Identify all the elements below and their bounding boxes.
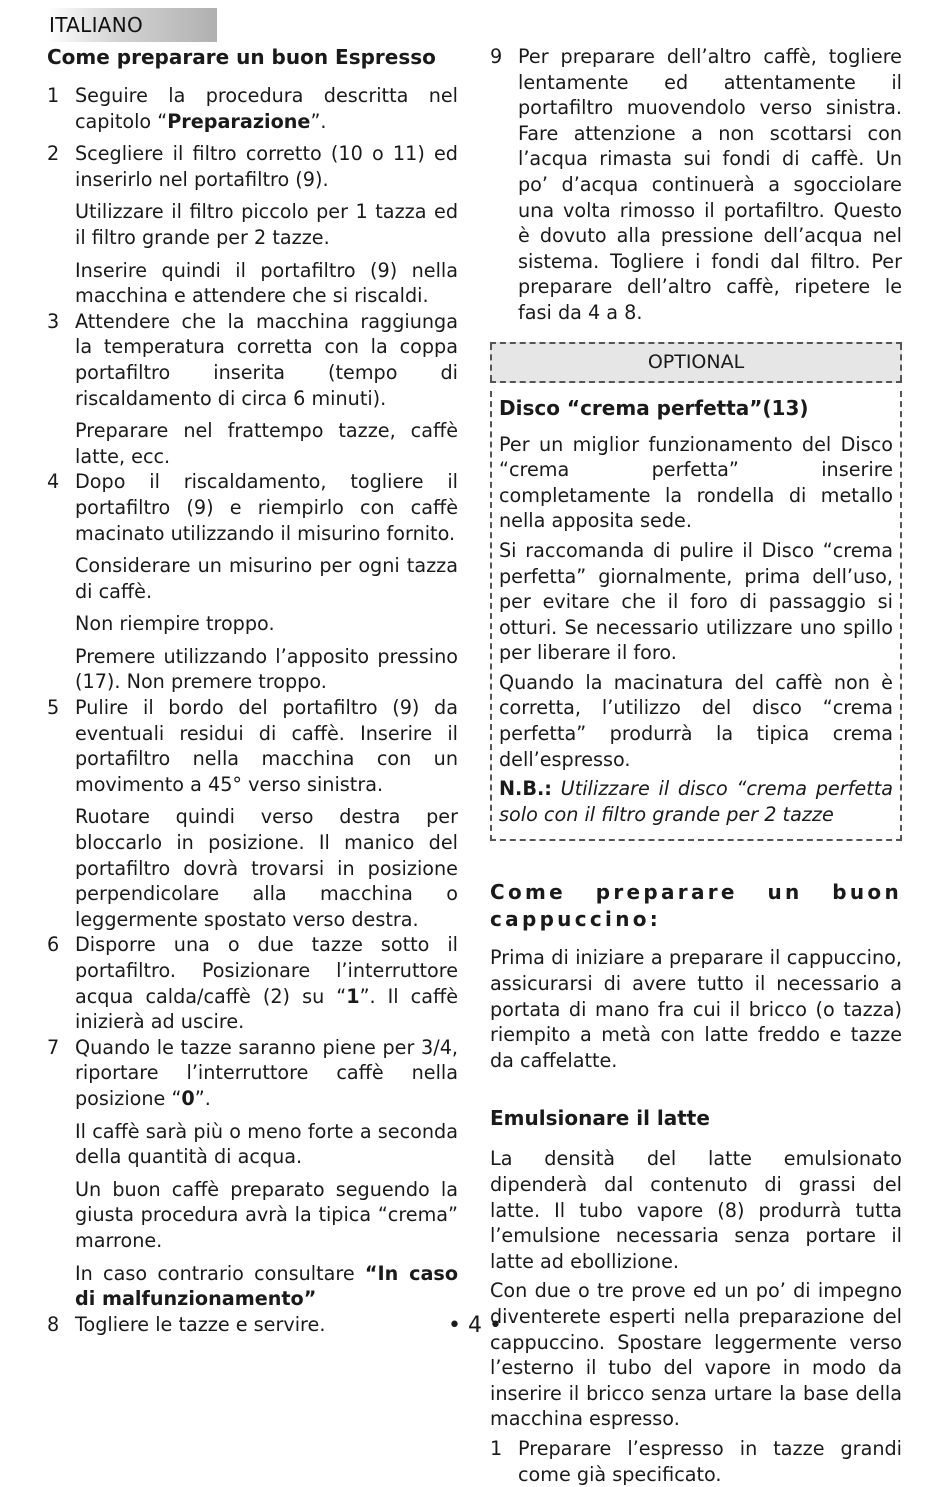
disco-heading: Disco “crema perfetta”(13) [499,395,809,420]
disco-crema-box [490,391,902,842]
step-5 [47,695,458,932]
step-number: 2 [47,142,60,166]
step-paragraph: Un buon caffè preparato seguendo la giusta procedura avrà la tipica “crema” marrone. [75,1177,458,1252]
step-number: 9 [490,45,503,68]
step-7 [47,1035,458,1312]
step-number: 1 [47,84,60,107]
step-paragraph: Pulire il bordo del portafiltro (9) da eventuali residui di caffè. Inserire il portafiltro nella macchina con un movimento a 45° verso sinistra. [75,696,458,796]
step-paragraph: In caso contrario consultare “In caso di malfunzionamento” [75,1261,459,1311]
step-paragraph: Considerare un misurino per ogni tazza di caffè. [75,554,458,603]
right-column [490,44,902,1487]
step-number: 4 [47,470,60,494]
step-paragraph: Per preparare dell’altro caffè, togliere lentamente ed attentamente il portafiltro muovendolo verso sinistra. Fare attenzione a non scottarsi con l’acqua rimasta sui fondi di caffè. Un po’ d’acqua continuerà a sgocciolare una volta rimosso il portafiltro. Questo è dovuto alla pressione dell’acqua nel sistema. Togliere i fondi dal filtro. Per preparare dell’altro caffè, ripetere le fasi da 4 a 8. [518,45,902,324]
disco-paragraph: Si raccomanda di pulire il Disco “crema perfetta” giornalmente, prima dell’uso, per evitare che il foro di passaggio si otturi. Se necessario utilizzare uno spillo per liberare il foro. [499,538,893,665]
cappuccino-heading: Come preparare un buon cappuccino: [490,880,902,932]
step-1 [47,83,458,134]
page-number: • 4 • [448,1313,502,1338]
step-paragraph: Inserire quindi il portafiltro (9) nella macchina e attendere che si riscaldi. [75,258,458,308]
step-paragraph: Ruotare quindi verso destra per bloccarlo in posizione. Il manico del portafiltro dovrà trovarsi in posizione perpendicolare alla macchina o leggermente spostato verso destra. [75,805,458,931]
espresso-steps [47,83,458,1337]
step-number: 3 [47,309,60,333]
optional-banner: OPTIONAL [490,342,902,383]
espresso-steps-continued [490,44,902,326]
language-tab: ITALIANO [47,8,217,42]
emulsion-paragraph: Con due o tre prove ed un po’ di impegno diventerete esperti nella preparazione del cappuccino. Spostare leggermente verso l’esterno il tubo del vapore in modo da inserire il bricco senza urtare la base della macchina espresso. [490,1279,902,1431]
step-paragraph: Dopo il riscaldamento, togliere il portafiltro (9) e riempirlo con caffè macinato utilizzando il misurino fornito. [75,470,458,545]
step-6 [47,932,458,1034]
step-paragraph: Preparare nel frattempo tazze, caffè latte, ecc. [75,419,458,468]
step-number: 1 [490,1436,503,1460]
step-9 [490,44,902,326]
step-paragraph: Disporre una o due tazze sotto il portafiltro. Posizionare l’interruttore acqua calda/caffè (2) su “1”. Il caffè inizierà ad uscire. [75,933,458,1034]
step-number: 8 [47,1312,60,1336]
step-paragraph: Attendere che la macchina raggiunga la temperatura corretta con la coppa portafiltro inserita (tempo di riscaldamento di circa 6 minuti). [75,309,458,410]
step-paragraph: Preparare l’espresso in tazze grandi come già specificato. [518,1436,902,1486]
disco-note: N.B.: Utilizzare il disco “crema perfetta solo con il filtro grande per 2 tazze [499,777,893,826]
emulsion-paragraph: La densità del latte emulsionato dipenderà dal contenuto di grassi del latte. Il tubo vapore (8) produrrà tutta l’emulsione necessaria senza portare il latte ad ebollizione. [490,1147,902,1273]
step-2 [47,141,458,309]
step-paragraph: Utilizzare il filtro piccolo per 1 tazza ed il filtro grande per 2 tazze. [75,200,458,249]
left-column [47,44,458,1337]
espresso-heading: Come preparare un buon Espresso [47,45,436,69]
emulsion-section [490,1105,902,1487]
step-paragraph: Quando le tazze saranno piene per 3/4, riportare l’interruttore caffè nella posizione “0”. [75,1035,458,1110]
step-paragraph: Scegliere il filtro corretto (10 o 11) ed inserirlo nel portafiltro (9). [75,142,458,191]
cappuccino-paragraph: Prima di iniziare a preparare il cappuccino, assicurarsi di avere tutto il necessario a portata di mano fra cui il bricco (o tazza) riempito a metà con latte freddo e tazze da caffelatte. [490,946,902,1072]
disco-paragraph: Quando la macinatura del caffè non è corretta, l’utilizzo del disco “crema perfetta” produrrà la tipica crema dell’espresso. [499,670,893,771]
emulsion-heading: Emulsionare il latte [490,1106,710,1131]
step-paragraph: Non riempire troppo. [75,612,275,636]
cappuccino-section [490,879,902,1073]
step-number: 6 [47,933,60,957]
step-number: 7 [47,1035,60,1059]
step-paragraph: Il caffè sarà più o meno forte a seconda della quantità di acqua. [75,1119,458,1169]
step-paragraph: Premere utilizzando l’apposito pressino (17). Non premere troppo. [75,644,458,694]
emulsion-step-1 [490,1436,902,1487]
disco-paragraph: Per un miglior funzionamento del Disco “crema perfetta” inserire completamente la rondella di metallo nella apposita sede. [499,432,893,533]
emulsion-steps [490,1436,902,1487]
step-4 [47,469,458,695]
step-paragraph: Togliere le tazze e servire. [75,1312,326,1336]
step-number: 5 [47,696,60,720]
step-paragraph: Seguire la procedura descritta nel capitolo “Preparazione”. [75,84,458,133]
step-3 [47,309,458,470]
